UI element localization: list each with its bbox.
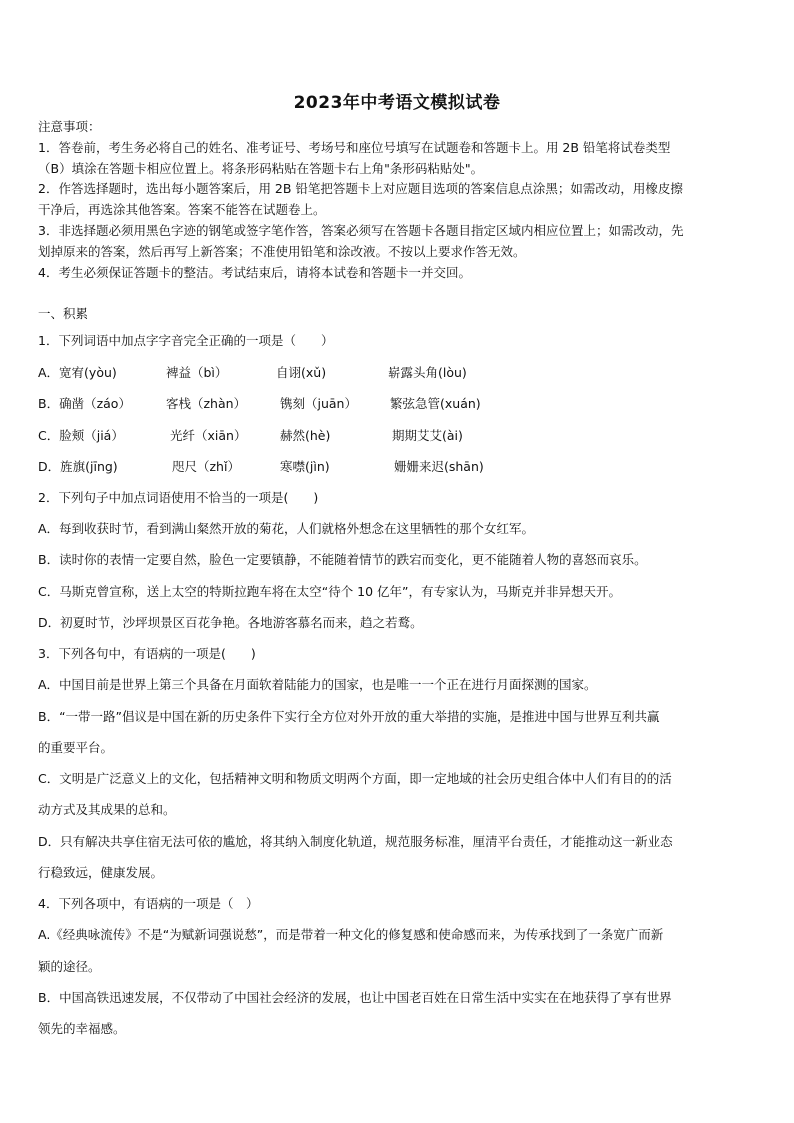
page-title: 2023年中考语文模拟试卷 bbox=[293, 93, 501, 113]
notes-heading: 注意事项： bbox=[38, 119, 101, 134]
question-4-line: B．中国高铁迅速发展，不仅带动了中国社会经济的发展，也让中国老百姓在日常生活中实实在在地获得了享有世界 bbox=[38, 990, 672, 1005]
notes-line: 2．作答选择题时，选出每小题答案后，用 2B 铅笔把答题卡上对应题目选项的答案信息点涂黑；如需改动，用橡皮擦 bbox=[38, 181, 683, 197]
question-3-line: 的重要平台。 bbox=[38, 740, 114, 755]
notes-line: 4．考生必须保证答题卡的整洁。考试结束后，请将本试卷和答题卡一并交回。 bbox=[38, 264, 471, 280]
option-item: 繁弦急管(xuán) bbox=[390, 396, 481, 411]
question-2-option: B．读时你的表情一定要自然，脸色一定要镇静，不能随着情节的跌宕而变化，更不能随着人物的喜怒而哀乐。 bbox=[38, 552, 647, 567]
question-3-line: A．中国目前是世界上第三个具备在月面软着陆能力的国家，也是唯一一个正在进行月面探测的国家。 bbox=[38, 677, 597, 692]
option-item: 咫尺（zhǐ） bbox=[172, 459, 240, 474]
question-3-line: 行稳致远，健康发展。 bbox=[38, 865, 164, 880]
option-item: 赫然(hè) bbox=[280, 428, 331, 443]
option-item: 镌刻（juān） bbox=[280, 396, 357, 411]
question-2-stem: 2．下列句子中加点词语使用不恰当的一项是( ) bbox=[38, 490, 319, 505]
section-heading: 一、积累 bbox=[38, 306, 89, 321]
question-3-stem: 3．下列各句中，有语病的一项是( ) bbox=[38, 646, 256, 661]
notes-line: 干净后，再选涂其他答案。答案不能答在试题卷上。 bbox=[38, 202, 326, 218]
question-3-line: B．“一带一路”倡议是中国在新的历史条件下实行全方位对外开放的重大举措的实施，是推进中国与世界互利共赢 bbox=[38, 709, 660, 724]
question-2-option: A．每到收获时节，看到满山粲然开放的菊花，人们就格外想念在这里牺牲的那个女红军。 bbox=[38, 521, 535, 536]
question-4-line: 颖的途径。 bbox=[38, 959, 101, 974]
option-item: 客栈（zhàn） bbox=[166, 396, 247, 411]
option-item: B．确凿（záo） bbox=[38, 396, 131, 411]
option-item: 自诩(xǔ) bbox=[276, 365, 327, 380]
notes-block bbox=[38, 117, 758, 283]
question-4-stem: 4．下列各项中，有语病的一项是（ ） bbox=[38, 896, 259, 911]
question-3-line: 动方式及其成果的总和。 bbox=[38, 802, 176, 817]
option-item: A．宽宥(yòu) bbox=[38, 365, 117, 380]
option-item: 期期艾艾(ài) bbox=[392, 428, 463, 443]
option-item: D．旌旗(jīng) bbox=[38, 459, 118, 474]
question-2-option: D．初夏时节，沙坪坝景区百花争艳。各地游客慕名而来，趋之若鹜。 bbox=[38, 615, 423, 630]
option-item: 裨益（bì） bbox=[166, 365, 228, 380]
question-3-line: C．文明是广泛意义上的文化，包括精神文明和物质文明两个方面，即一定地域的社会历史组合体中人们有目的的活 bbox=[38, 771, 672, 786]
notes-line: 划掉原来的答案，然后再写上新答案；不准使用铅笔和涂改液。不按以上要求作答无效。 bbox=[38, 243, 526, 259]
question-4-line: A.《经典咏流传》不是“为赋新词强说愁”，而是带着一种文化的修复感和使命感而来，为传承找到了一条宽广而新 bbox=[38, 927, 664, 942]
question-4-line: 领先的幸福感。 bbox=[38, 1021, 126, 1036]
question-1-stem: 1．下列词语中加点字字音完全正确的一项是（ ） bbox=[38, 333, 334, 348]
option-item: 姗姗来迟(shān) bbox=[394, 459, 484, 474]
option-item: 崭露头角(lòu) bbox=[388, 365, 467, 380]
option-item: 光纤（xiān） bbox=[170, 428, 247, 443]
notes-line: 3．非选择题必须用黑色字迹的钢笔或签字笔作答，答案必须写在答题卡各题目指定区域内相应位置上；如需改动，先 bbox=[38, 222, 684, 238]
question-3-line: D．只有解决共享住宿无法可依的尴尬，将其纳入制度化轨道，规范服务标准，厘清平台责任，才能推动这一新业态 bbox=[38, 834, 673, 849]
notes-line: （B）填涂在答题卡相应位置上。将条形码粘贴在答题卡右上角"条形码粘贴处"。 bbox=[38, 160, 484, 176]
question-2-option: C．马斯克曾宣称，送上太空的特斯拉跑车将在太空“待个 10 亿年”，有专家认为，马斯克并非异想天开。 bbox=[38, 584, 622, 599]
option-item: C．脸颊（jiá） bbox=[38, 428, 124, 443]
notes-line: 1．答卷前，考生务必将自己的姓名、准考证号、考场号和座位号填写在试题卷和答题卡上。用 2B 铅笔将试卷类型 bbox=[38, 139, 671, 155]
option-item: 寒噤(jìn) bbox=[280, 459, 330, 474]
